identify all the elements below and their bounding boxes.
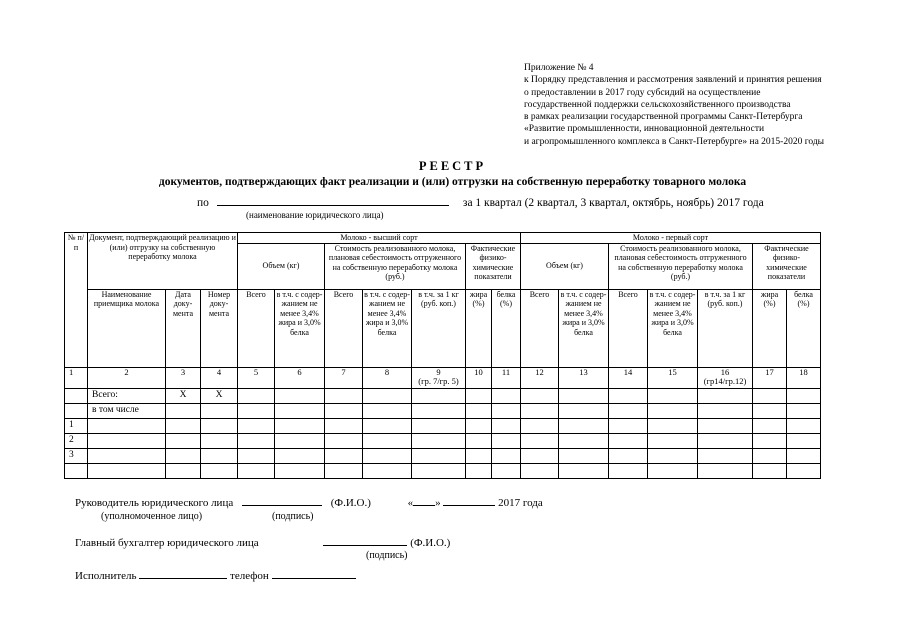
row-number: 2 xyxy=(65,433,88,448)
document-subtitle: документов, подтверждающих факт реализации и (или) отгрузки на собственную переработку товарного молока xyxy=(158,176,747,188)
header-cost: Стоимость реализованного молока, плановая себестоимость отгруженного на собственную переработку молока (руб.) xyxy=(609,243,753,289)
header-total: Всего xyxy=(521,289,559,367)
header-total: Всего xyxy=(238,289,275,367)
header-volume: Объем (кг) xyxy=(238,243,325,289)
appendix-line: и агропромышленного комплекса в Санкт-Петербурге» на 2015-2020 годы xyxy=(524,136,825,147)
table-row xyxy=(65,433,821,448)
header-incl-cost: в т.ч. с содер-жанием не менее 3,4% жира и 3,0% белка xyxy=(363,289,412,367)
header-physchem: Фактические физико-химические показатели xyxy=(753,243,821,289)
table-row-including xyxy=(65,403,821,418)
date-close-quote: » xyxy=(435,497,441,509)
date-month-field[interactable] xyxy=(443,495,495,506)
executor-line xyxy=(75,568,356,582)
column-number: 2 xyxy=(88,367,166,388)
executor-field[interactable] xyxy=(139,568,227,579)
head-label: Руководитель юридического лица xyxy=(75,497,234,509)
column-number: 5 xyxy=(238,367,275,388)
appendix-line: «Развитие промышленности, инновационной деятельности xyxy=(524,124,765,135)
org-name-field[interactable] xyxy=(217,195,449,206)
head-fio: (Ф.И.О.) xyxy=(330,497,371,509)
row-number: 1 xyxy=(65,418,88,433)
header-physchem: Фактические физико-химические показатели xyxy=(466,243,521,289)
head-sub-label: (уполномоченное лицо) xyxy=(101,511,203,522)
header-incl-volume: в т.ч. с содер-жанием не менее 3,4% жира и 3,0% белка xyxy=(559,289,609,367)
phone-field[interactable] xyxy=(272,568,356,579)
column-number: 4 xyxy=(201,367,238,388)
appendix-line: Приложение № 4 xyxy=(524,63,594,73)
header-protein: белка (%) xyxy=(492,289,521,367)
appendix-block xyxy=(524,62,824,148)
column-formula: (гр. 7/гр. 5) xyxy=(418,376,459,386)
document-title: РЕЕСТР xyxy=(418,159,487,173)
header-milk-top-grade: Молоко - высший сорт xyxy=(238,233,521,244)
header-number: № п/п xyxy=(65,233,88,368)
header-incl-volume: в т.ч. с содер-жанием не менее 3,4% жира и 3,0% белка xyxy=(275,289,325,367)
header-total: Всего xyxy=(609,289,648,367)
appendix-line: к Порядку представления и рассмотрения заявлений и принятия решения xyxy=(524,75,822,86)
date-open-quote: « xyxy=(407,497,414,509)
column-number: 18 xyxy=(787,367,821,388)
appendix-line: государственной поддержки сельскохозяйственного производства xyxy=(524,99,791,110)
header-doc-date: Дата доку-мента xyxy=(166,289,201,367)
column-number-label: 9 xyxy=(436,367,441,377)
period-text: за 1 квартал (2 квартал, 3 квартал, октябрь, ноябрь) 2017 года xyxy=(462,197,764,209)
accountant-label: Главный бухгалтер юридического лица xyxy=(75,537,259,549)
accountant-fio: (Ф.И.О.) xyxy=(410,537,451,549)
header-incl-cost: в т.ч. с содер-жанием не менее 3,4% жира и 3,0% белка xyxy=(648,289,698,367)
appendix-line: о предоставлении в 2017 году субсидий на осуществление xyxy=(524,87,761,98)
table-row-total xyxy=(65,388,821,403)
registry-table xyxy=(64,232,821,479)
header-receiver-name: Наименование приемщика молока xyxy=(88,289,166,367)
accountant-signature-line xyxy=(75,535,450,549)
column-number: 13 xyxy=(559,367,609,388)
header-per-kg: в т.ч. за 1 кг (руб. коп.) xyxy=(412,289,466,367)
column-number: 8 xyxy=(363,367,412,388)
table-row xyxy=(65,463,821,478)
header-doc-number: Номер доку-мента xyxy=(201,289,238,367)
phone-label: телефон xyxy=(230,570,269,582)
appendix-line: в рамках реализации государственной программы Санкт-Петербурга xyxy=(524,112,803,123)
column-number: 17 xyxy=(753,367,787,388)
x-mark: Х xyxy=(166,388,201,403)
accountant-signature-sub: (подпись) xyxy=(366,550,408,561)
column-number: 1 xyxy=(65,367,88,388)
header-document: Документ, подтверждающий реализацию и (или) отгрузку на собственную переработку молока xyxy=(88,233,238,290)
row-number: 3 xyxy=(65,448,88,463)
header-milk-first-grade: Молоко - первый сорт xyxy=(521,233,821,244)
column-number: 12 xyxy=(521,367,559,388)
head-signature-line xyxy=(75,495,543,509)
including-label: в том числе xyxy=(88,403,166,418)
header-fat: жира (%) xyxy=(753,289,787,367)
column-number: 3 xyxy=(166,367,201,388)
table-row xyxy=(65,418,821,433)
header-protein: белка (%) xyxy=(787,289,821,367)
column-number: 15 xyxy=(648,367,698,388)
accountant-signature-field[interactable] xyxy=(323,535,407,546)
head-signature-sub: (подпись) xyxy=(272,511,314,522)
org-name-hint: (наименование юридического лица) xyxy=(246,210,384,220)
header-cost: Стоимость реализованного молока, плановая себестоимость отгруженного на собственную переработку молока (руб.) xyxy=(325,243,466,289)
executor-label: Исполнитель xyxy=(75,570,137,582)
header-fat: жира (%) xyxy=(466,289,492,367)
column-number: 10 xyxy=(466,367,492,388)
column-number: 14 xyxy=(609,367,648,388)
column-number: 11 xyxy=(492,367,521,388)
column-number: 6 xyxy=(275,367,325,388)
column-number xyxy=(698,367,753,388)
date-year: 2017 года xyxy=(498,497,543,509)
column-formula: (гр14/гр.12) xyxy=(703,376,747,386)
x-mark: Х xyxy=(201,388,238,403)
column-number xyxy=(412,367,466,388)
header-total: Всего xyxy=(325,289,363,367)
total-label: Всего: xyxy=(88,388,166,403)
header-volume: Объем (кг) xyxy=(521,243,609,289)
head-signature-field[interactable] xyxy=(242,495,322,506)
period-line xyxy=(197,195,764,209)
date-day-field[interactable] xyxy=(413,495,435,506)
header-per-kg: в т.ч. за 1 кг (руб. коп.) xyxy=(698,289,753,367)
column-number: 7 xyxy=(325,367,363,388)
column-number-label: 16 xyxy=(720,367,730,377)
po-label: по xyxy=(197,197,209,209)
table-row xyxy=(65,448,821,463)
